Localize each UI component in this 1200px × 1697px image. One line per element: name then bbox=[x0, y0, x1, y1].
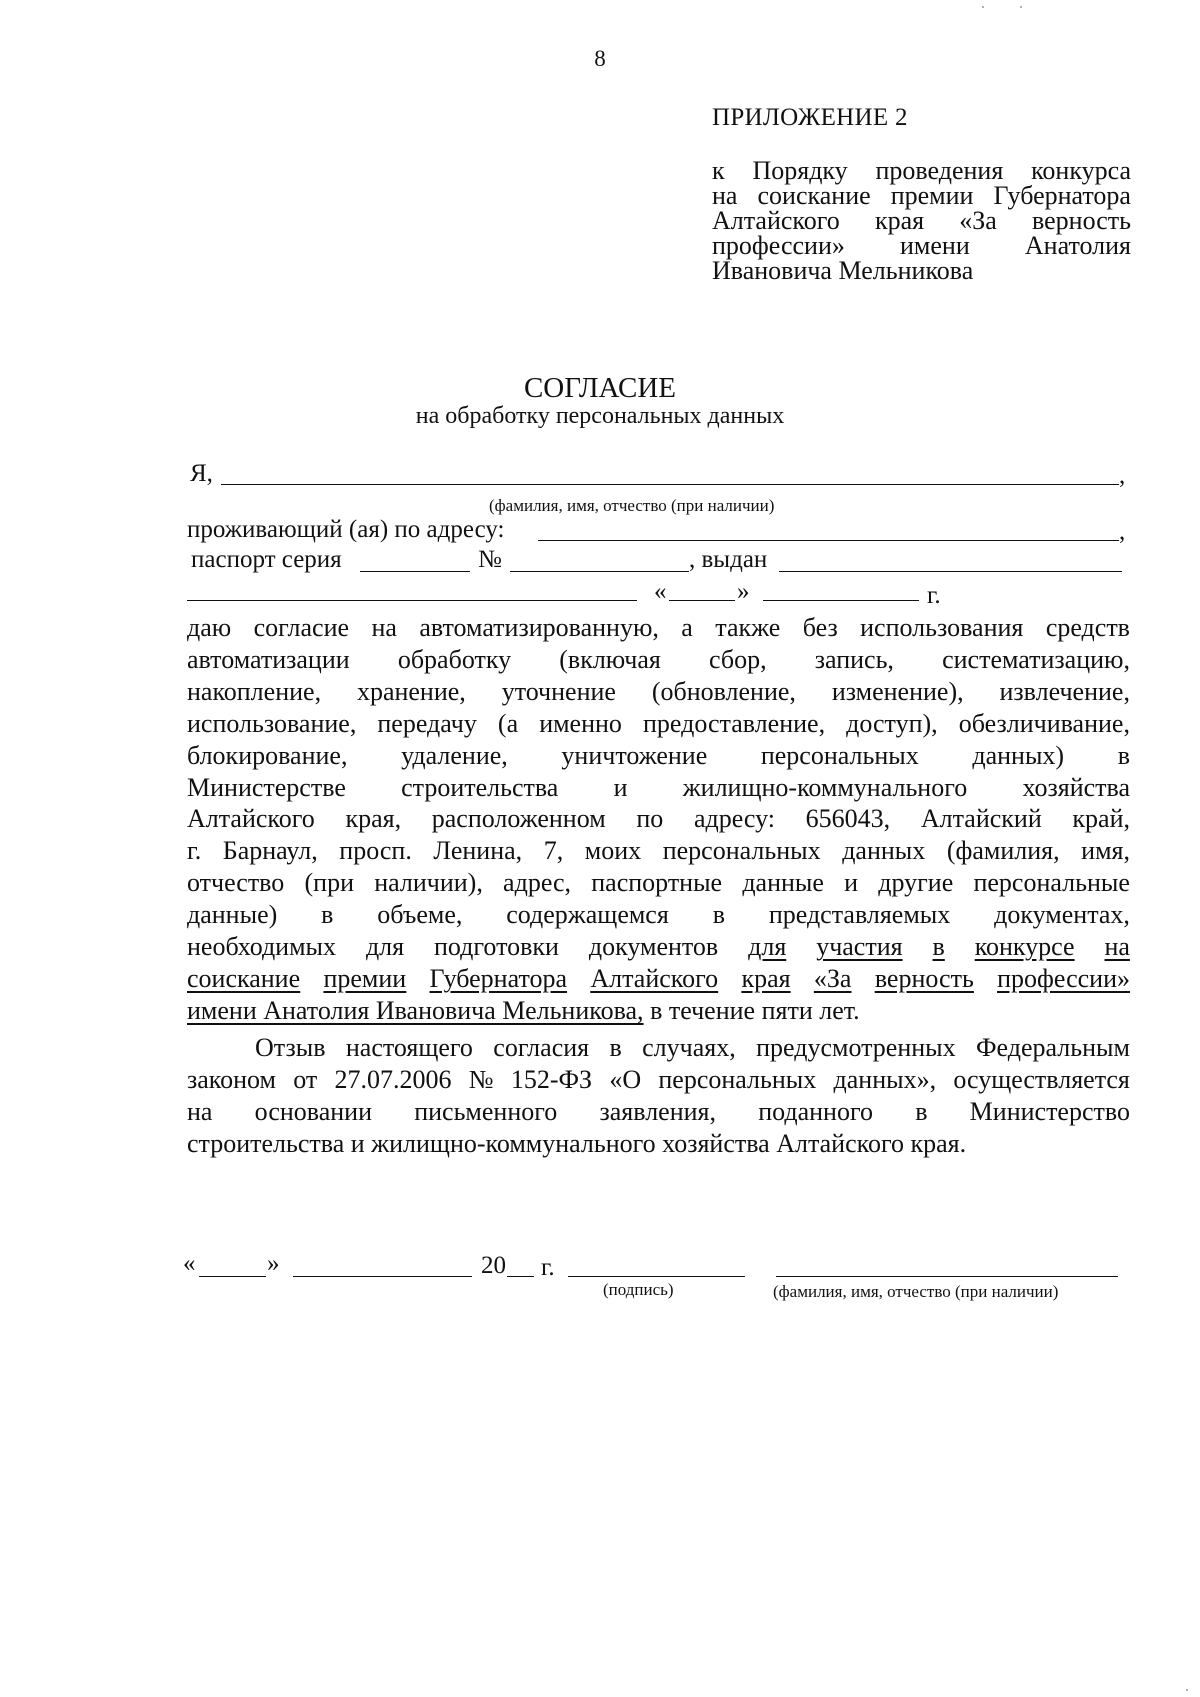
appendix-reference bbox=[712, 158, 1131, 283]
word: данных bbox=[842, 836, 926, 866]
word: данных», bbox=[833, 1064, 937, 1094]
word: отчество bbox=[187, 868, 285, 898]
date-quote-close: » bbox=[737, 578, 750, 605]
word: (фамилия, bbox=[946, 836, 1060, 866]
word: персональных bbox=[760, 740, 919, 770]
word: паспортные bbox=[591, 868, 723, 898]
sign-month-field[interactable] bbox=[293, 1276, 472, 1277]
word: просп. bbox=[339, 836, 412, 866]
comma-1: , bbox=[1119, 462, 1126, 489]
year-suffix: г. bbox=[927, 582, 941, 609]
word: имя, bbox=[1081, 836, 1130, 866]
revocation-last-line: строительства и жилищно-коммунального хозяйства Алтайского края. bbox=[187, 1128, 967, 1158]
word: обработку bbox=[397, 644, 512, 674]
word: заявления, bbox=[599, 1096, 716, 1126]
word: край, bbox=[1072, 804, 1130, 834]
word: в bbox=[1117, 740, 1130, 770]
word: (включая bbox=[559, 644, 661, 674]
word: основании bbox=[254, 1096, 372, 1126]
underlined-word: конкурсе bbox=[974, 932, 1075, 962]
word: согласия bbox=[493, 1033, 590, 1062]
appendix-line-2 bbox=[712, 183, 1131, 208]
word: уничтожение bbox=[561, 740, 708, 770]
sign-quote-open: « bbox=[183, 1250, 196, 1277]
underlined-word: соискание bbox=[187, 963, 301, 993]
word: без bbox=[802, 613, 838, 642]
sign-full-name-caption: (фамилия, имя, отчество (при наличии) bbox=[773, 1282, 1059, 1301]
sign-year-prefix: 20 bbox=[481, 1252, 506, 1279]
word: письменного bbox=[414, 1096, 558, 1126]
scan-speck bbox=[1020, 6, 1022, 8]
word: Алтайского bbox=[187, 804, 315, 834]
signature-field[interactable] bbox=[568, 1276, 745, 1277]
word: другие bbox=[878, 868, 954, 898]
word: на bbox=[712, 181, 738, 210]
word: жилищно-коммунального bbox=[682, 772, 968, 802]
word: представляемых bbox=[768, 900, 951, 930]
word: автоматизации bbox=[187, 644, 350, 674]
passport-number-label: № bbox=[478, 546, 502, 573]
scan-speck bbox=[1186, 1689, 1188, 1691]
underlined-word: для bbox=[748, 932, 787, 962]
word: предусмотренных bbox=[756, 1033, 956, 1062]
sign-year-suffix: г. bbox=[541, 1254, 555, 1281]
passport-number-field[interactable] bbox=[510, 571, 689, 572]
issued-label: , выдан bbox=[689, 546, 768, 573]
word: случаях, bbox=[642, 1033, 736, 1062]
body-line-13 bbox=[187, 995, 1130, 1027]
word: края, bbox=[345, 804, 402, 834]
appendix-line-3 bbox=[712, 208, 1131, 233]
sign-quote-close: » bbox=[267, 1250, 280, 1277]
appendix-line-5 bbox=[712, 258, 1131, 283]
word: предоставление, bbox=[643, 708, 826, 738]
word: Министерстве bbox=[187, 772, 346, 802]
word: объеме, bbox=[377, 900, 463, 930]
word: персональных bbox=[662, 836, 821, 866]
word: проведения bbox=[875, 156, 1004, 185]
body-line-8 bbox=[187, 835, 1130, 867]
word: профессии» bbox=[712, 231, 845, 260]
address-label: проживающий (ая) по адресу: bbox=[187, 516, 505, 543]
word: «За bbox=[959, 206, 997, 235]
issue-date-field[interactable] bbox=[763, 600, 919, 601]
revocation-line-3 bbox=[187, 1096, 1130, 1128]
word: в bbox=[609, 1033, 622, 1062]
word: 152-ФЗ bbox=[510, 1064, 593, 1094]
word: персональные bbox=[973, 868, 1130, 898]
word: и bbox=[613, 772, 628, 802]
word: запись, bbox=[814, 644, 894, 674]
appendix-title: ПРИЛОЖЕНИЕ 2 bbox=[712, 104, 908, 131]
word: в bbox=[712, 900, 725, 930]
body-line-5 bbox=[187, 740, 1130, 772]
word: данных) bbox=[972, 740, 1065, 770]
date-quote-open: « bbox=[654, 578, 667, 605]
underlined-word: профессии» bbox=[997, 963, 1130, 993]
word: в bbox=[321, 900, 334, 930]
body-line-6 bbox=[187, 772, 1130, 804]
word: премии bbox=[890, 181, 974, 210]
underlined-word: в bbox=[932, 932, 945, 962]
word: (обновление, bbox=[651, 676, 796, 706]
word: сбор, bbox=[708, 644, 767, 674]
word: содержащемся bbox=[506, 900, 669, 930]
word: Алтайского bbox=[712, 206, 840, 235]
passport-series-label: паспорт серия bbox=[191, 546, 342, 573]
i-label: Я, bbox=[190, 460, 213, 487]
sign-day-field[interactable] bbox=[199, 1276, 266, 1277]
underlined-word: премии bbox=[323, 963, 407, 993]
word: моих bbox=[584, 836, 642, 866]
word: а bbox=[681, 613, 693, 642]
word: поданного bbox=[758, 1096, 873, 1126]
word: Отзыв bbox=[255, 1033, 326, 1062]
word: средств bbox=[1045, 613, 1130, 642]
word: автоматизированную, bbox=[419, 613, 659, 642]
underlined-word: края bbox=[741, 963, 791, 993]
word: накопление, bbox=[187, 676, 322, 706]
word: хранение, bbox=[356, 676, 466, 706]
word: хозяйства bbox=[1022, 772, 1130, 802]
body-line-2 bbox=[187, 644, 1130, 676]
body-line-10 bbox=[187, 899, 1130, 931]
issue-day-field[interactable] bbox=[669, 600, 735, 601]
word: Анатолия bbox=[1024, 231, 1131, 260]
body-line-7 bbox=[187, 803, 1130, 835]
word: подготовки bbox=[434, 932, 559, 962]
word: к bbox=[712, 156, 725, 185]
body-line-4 bbox=[187, 708, 1130, 740]
word: для bbox=[365, 932, 405, 962]
word: систематизацию, bbox=[942, 644, 1130, 674]
passport-series-field[interactable] bbox=[360, 571, 470, 572]
word: извлечение, bbox=[999, 676, 1130, 706]
underlined-word: Алтайского bbox=[590, 963, 719, 993]
word: от bbox=[293, 1064, 318, 1094]
word: уточнение bbox=[501, 676, 616, 706]
consent-paragraph bbox=[187, 612, 1130, 1027]
underlined-word: участия bbox=[816, 932, 903, 962]
word: передачу bbox=[377, 708, 477, 738]
word: блокирование, bbox=[187, 740, 348, 770]
word: настоящего bbox=[345, 1033, 473, 1062]
signature-caption: (подпись) bbox=[603, 1280, 674, 1299]
word: г. bbox=[187, 836, 202, 866]
word: Федеральным bbox=[976, 1033, 1130, 1062]
word: имени bbox=[900, 231, 970, 260]
underlined-word: на bbox=[1104, 932, 1130, 962]
body-line-11 bbox=[187, 931, 1130, 963]
word: документах, bbox=[994, 900, 1130, 930]
appendix-line-4 bbox=[712, 233, 1131, 258]
word: Министерство bbox=[969, 1096, 1130, 1126]
word: использования bbox=[860, 613, 1024, 642]
word: Губернатора bbox=[993, 181, 1131, 210]
word: Алтайский bbox=[920, 804, 1042, 834]
underlined-word: Губернатора bbox=[429, 963, 568, 993]
word: данные) bbox=[187, 900, 278, 930]
word: даю bbox=[187, 613, 232, 642]
word: документов bbox=[588, 932, 719, 962]
document-title: СОГЛАСИЕ bbox=[523, 372, 677, 404]
word: конкурса bbox=[1031, 156, 1131, 185]
word: на bbox=[371, 613, 397, 642]
word: по bbox=[636, 804, 664, 834]
word: «О bbox=[609, 1064, 642, 1094]
word: необходимых bbox=[187, 932, 337, 962]
word: использование, bbox=[187, 708, 357, 738]
word: верность bbox=[1032, 206, 1131, 235]
word: адрес, bbox=[503, 868, 572, 898]
revocation-line-2 bbox=[187, 1064, 1130, 1096]
word: доступ), bbox=[846, 708, 938, 738]
word: адресу: bbox=[693, 804, 775, 834]
word: данные bbox=[742, 868, 824, 898]
body-line-13-plain: в течение пяти лет. bbox=[643, 995, 860, 1025]
body-line-1 bbox=[187, 612, 1130, 644]
word: законом bbox=[187, 1064, 276, 1094]
appendix-line-1 bbox=[712, 158, 1131, 183]
word: (а bbox=[497, 708, 519, 738]
word: 27.07.2006 bbox=[334, 1064, 452, 1094]
comma-2: , bbox=[1119, 518, 1126, 545]
body-line-3 bbox=[187, 676, 1130, 708]
document-subtitle: на обработку персональных данных bbox=[415, 403, 785, 429]
sign-full-name-field[interactable] bbox=[776, 1276, 1118, 1277]
revocation-paragraph bbox=[187, 1032, 1130, 1160]
word: изменение), bbox=[831, 676, 964, 706]
sign-year-field[interactable] bbox=[507, 1276, 534, 1277]
word: соискание bbox=[757, 181, 871, 210]
word: удаление, bbox=[401, 740, 508, 770]
word: согласие bbox=[253, 613, 350, 642]
word: 656043, bbox=[805, 804, 891, 834]
word: Барнаул, bbox=[222, 836, 318, 866]
full-name-field[interactable] bbox=[221, 484, 1119, 485]
body-line-9 bbox=[187, 867, 1130, 899]
word: наличии), bbox=[374, 868, 483, 898]
word: Ивановича Мельникова bbox=[712, 256, 974, 285]
scan-speck bbox=[982, 6, 984, 8]
underlined-word: «За bbox=[813, 963, 852, 993]
revocation-line-1 bbox=[187, 1032, 1130, 1064]
full-name-caption: (фамилия, имя, отчество (при наличии) bbox=[489, 496, 775, 515]
issued-by-field[interactable] bbox=[779, 571, 1122, 572]
word: в bbox=[915, 1096, 928, 1126]
page-number: 8 bbox=[594, 46, 606, 71]
word: именно bbox=[539, 708, 622, 738]
word: персональных bbox=[658, 1064, 817, 1094]
address-field[interactable] bbox=[538, 540, 1119, 541]
word: 7, bbox=[543, 836, 564, 866]
word: Ленина, bbox=[433, 836, 523, 866]
word: осуществляется bbox=[953, 1064, 1130, 1094]
word: на bbox=[187, 1096, 213, 1126]
body-line-12 bbox=[187, 963, 1130, 995]
word: также bbox=[715, 613, 781, 642]
body-line-13-underlined: имени Анатолия Ивановича Мельникова, bbox=[187, 995, 644, 1025]
word: строительства bbox=[401, 772, 559, 802]
word: обезличивание, bbox=[958, 708, 1130, 738]
word: и bbox=[844, 868, 859, 898]
word: (при bbox=[304, 868, 354, 898]
word: Порядку bbox=[752, 156, 848, 185]
issued-by-field-continued[interactable] bbox=[187, 600, 637, 601]
word: № bbox=[468, 1064, 494, 1094]
word: края bbox=[874, 206, 925, 235]
underlined-word: верность bbox=[874, 963, 974, 993]
word: расположенном bbox=[431, 804, 606, 834]
